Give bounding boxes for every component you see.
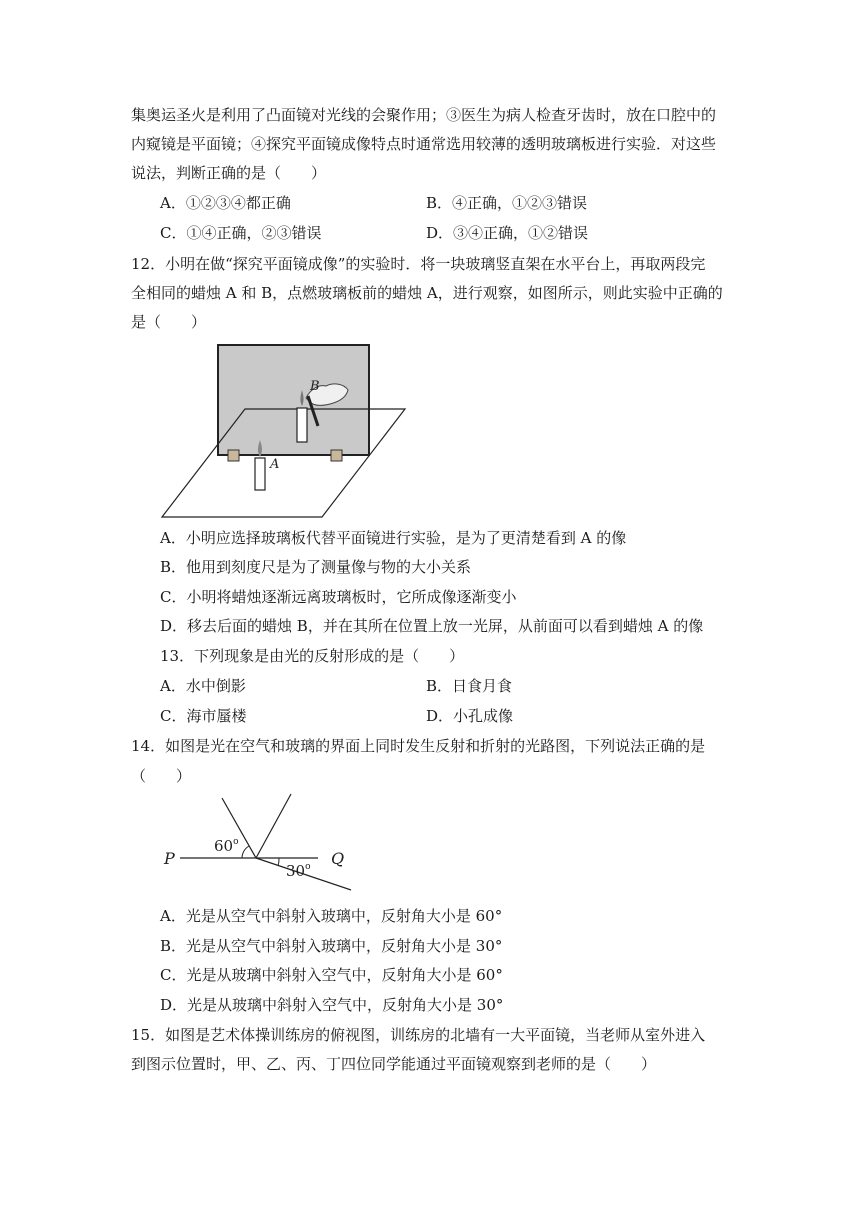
- label-a: A: [270, 457, 280, 472]
- q12-figure: [160, 340, 410, 520]
- q13-option-a: A．水中倒影: [160, 677, 246, 695]
- q14-stem-line-1: 14．如图是光在空气和玻璃的界面上同时发生反射和折射的光路图，下列说法正确的是: [131, 737, 706, 755]
- q14-figure: [158, 792, 358, 897]
- q13-option-b: B．日食月食: [426, 677, 513, 695]
- plate-support-right: [331, 450, 342, 461]
- q14-option-d: D．光是从玻璃中斜射入空气中，反射角大小是 30°: [160, 996, 504, 1014]
- angle-label-60: 60$^o$: [214, 837, 239, 855]
- q12-stem-line-1: 12．小明在做“探究平面镜成像”的实验时．将一块玻璃竖直架在水平台上，再取两段完: [131, 255, 706, 273]
- plate-support-left: [228, 450, 239, 461]
- label-q: Q: [331, 849, 345, 868]
- angle-label-30: 30$^o$: [286, 862, 311, 880]
- q14-stem-line-2: （ ）: [131, 767, 192, 785]
- q12-stem-line-3: 是（ ）: [131, 313, 207, 331]
- candle-b: [297, 408, 307, 442]
- q12-option-a: A．小明应选择玻璃板代替平面镜进行实验，是为了更清楚看到 A 的像: [160, 529, 627, 547]
- q14-option-a: A．光是从空气中斜射入玻璃中，反射角大小是 60°: [160, 907, 503, 925]
- q11-stem-line-1: 集奥运圣火是利用了凸面镜对光线的会聚作用；③医生为病人检查牙齿时，放在口腔中的: [131, 106, 717, 124]
- q14-option-b: B．光是从空气中斜射入玻璃中，反射角大小是 30°: [160, 937, 503, 955]
- ray-right: [256, 794, 291, 858]
- q11-option-c: C．①④正确，②③错误: [160, 224, 322, 242]
- q12-stem-line-2: 全相同的蜡烛 A 和 B，点燃玻璃板前的蜡烛 A，进行观察，如图所示，则此实验中正确的: [131, 284, 723, 302]
- glass-plate: [218, 345, 369, 455]
- candle-a: [255, 458, 265, 490]
- q13-stem: 13．下列现象是由光的反射形成的是（ ）: [160, 647, 465, 665]
- angle-arc-60: [242, 846, 249, 858]
- q12-option-d: D．移去后面的蜡烛 B，并在其所在位置上放一光屏，从前面可以看到蜡烛 A 的像: [160, 617, 704, 635]
- q11-stem-line-2: 内窥镜是平面镜；④探究平面镜成像特点时通常选用较薄的透明玻璃板进行实验．对这些: [131, 135, 717, 153]
- q13-option-c: C．海市蜃楼: [160, 707, 247, 725]
- label-p: P: [164, 849, 175, 868]
- q13-option-d: D．小孔成像: [426, 707, 514, 725]
- q12-option-b: B．他用到刻度尺是为了测量像与物的大小关系: [160, 558, 472, 576]
- q12-option-c: C．小明将蜡烛逐渐远离玻璃板时，它所成像逐渐变小: [160, 588, 517, 606]
- q11-option-a: A．①②③④都正确: [160, 194, 291, 212]
- label-b: B: [310, 379, 320, 394]
- q11-option-b: B．④正确，①②③错误: [426, 194, 588, 212]
- q14-option-c: C．光是从玻璃中斜射入空气中，反射角大小是 60°: [160, 966, 503, 984]
- q11-option-d: D．③④正确，①②错误: [426, 224, 589, 242]
- q15-stem-line-1: 15．如图是艺术体操训练房的俯视图，训练房的北墙有一大平面镜，当老师从室外进入: [131, 1026, 706, 1044]
- angle-arc-30: [278, 858, 279, 866]
- q15-stem-line-2: 到图示位置时，甲、乙、丙、丁四位同学能通过平面镜观察到老师的是（ ）: [131, 1055, 657, 1073]
- q11-stem-line-3: 说法，判断正确的是（ ）: [131, 164, 327, 182]
